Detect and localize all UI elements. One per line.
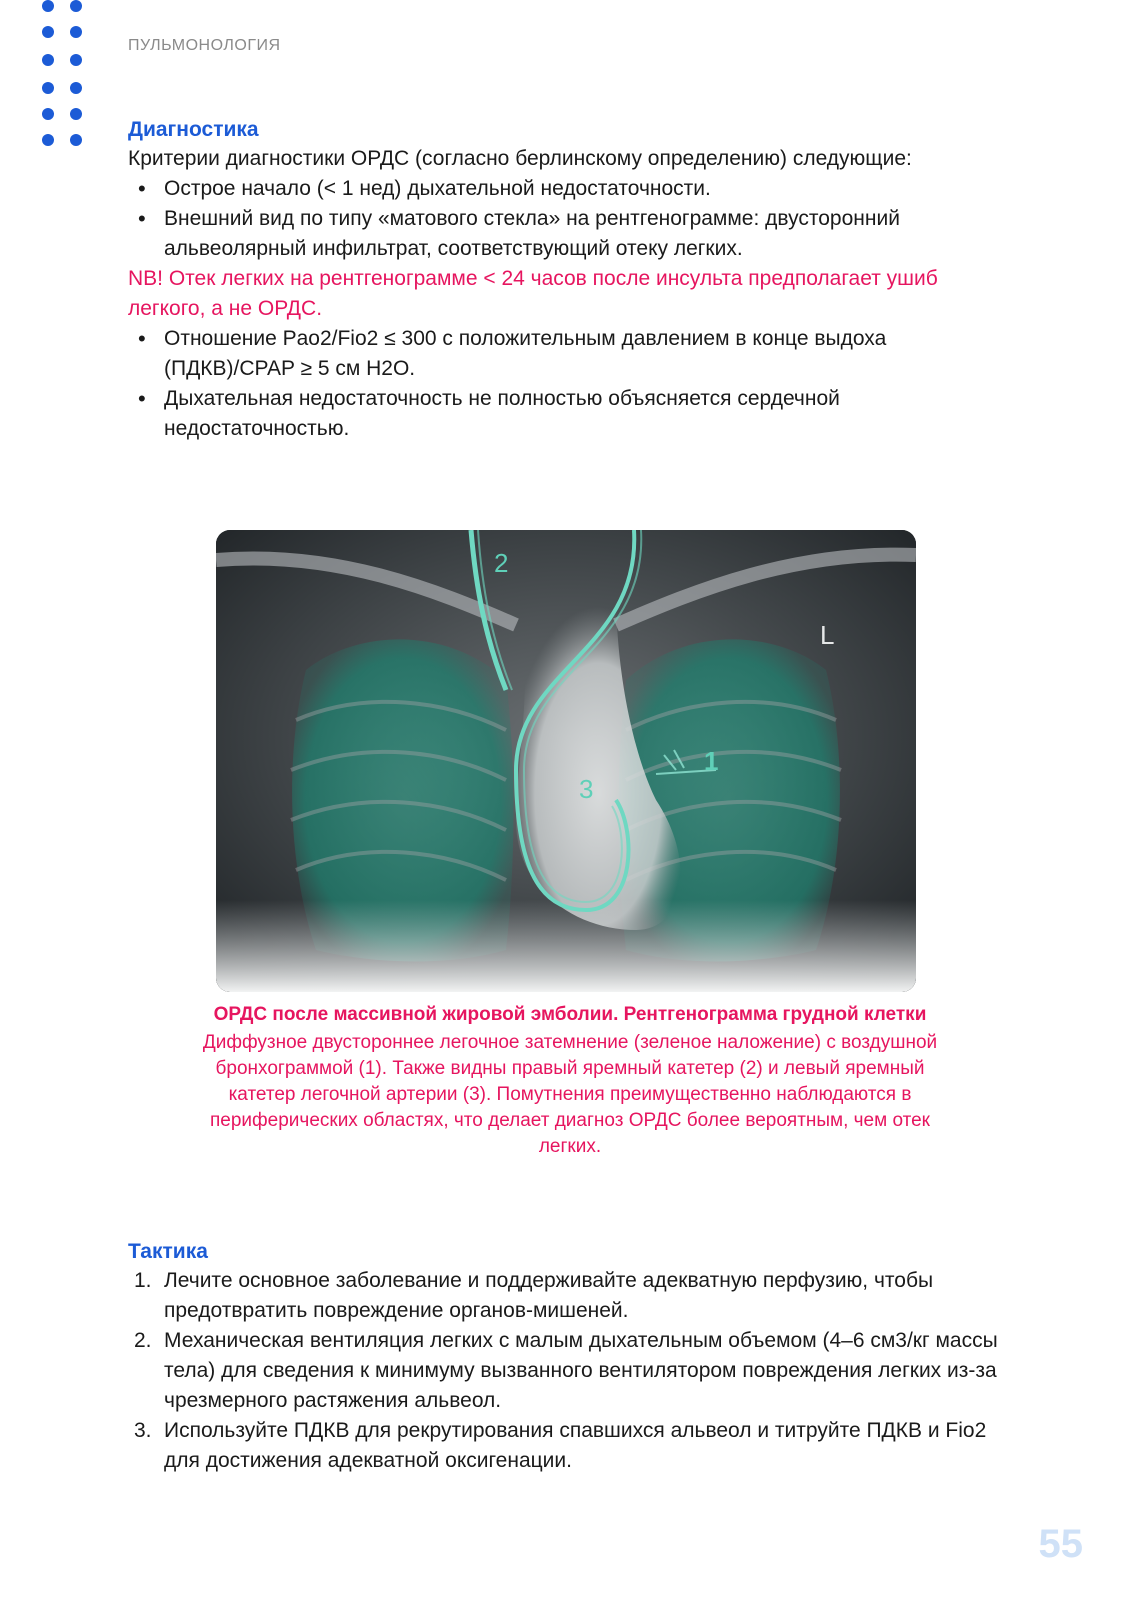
list-item: [128, 1326, 1008, 1416]
label-one: 1: [704, 746, 719, 776]
criteria-list-1: [128, 174, 1008, 264]
tactics-heading: Тактика: [128, 1240, 208, 1263]
dot-decoration: [42, 26, 54, 38]
list-text: Механическая вентиляция легких с малым дыхательным объемом (4–6 см3/кг массы тела) для сведения к минимуму вызванного вентилятором повреждения легких из-за чрезмерного растяжения альвеол.: [164, 1329, 998, 1412]
figure-caption: [200, 1002, 940, 1160]
dot-decoration: [42, 134, 54, 146]
dot-decoration: [70, 82, 82, 94]
page-number: 55: [1038, 1522, 1083, 1566]
list-item: [128, 1266, 1008, 1326]
label-side: L: [820, 620, 835, 650]
nb-note: NB! Отек легких на рентгенограмме < 24 часов после инсульта предполагает ушиб легкого, а не ОРДС.: [128, 267, 938, 320]
diagnostics-intro: Критерии диагностики ОРДС (согласно берлинскому определению) следующие:: [128, 147, 912, 170]
dot-decoration: [42, 108, 54, 120]
tactics-section: [128, 1238, 1008, 1476]
dot-decoration: [70, 54, 82, 66]
label-two: 2: [494, 548, 509, 578]
list-text: Используйте ПДКВ для рекрутирования спавшихся альвеол и титруйте ПДКВ и Fio2 для достижения адекватной оксигенации.: [164, 1419, 987, 1472]
label-three: 3: [579, 774, 594, 804]
diagnostics-heading: Диагностика: [128, 118, 259, 141]
tactics-list: [128, 1266, 1008, 1476]
list-item: • Острое начало (< 1 нед) дыхательной недостаточности.: [128, 174, 1008, 204]
list-number: 3.: [134, 1419, 152, 1442]
dot-decoration: [70, 134, 82, 146]
dot-decoration: [42, 82, 54, 94]
diagnostics-section: [128, 116, 1008, 444]
list-number: 1.: [134, 1269, 152, 1292]
list-text: Лечите основное заболевание и поддерживайте адекватную перфузию, чтобы предотвратить повреждение органов-мишеней.: [164, 1269, 934, 1322]
caption-title: ОРДС после массивной жировой эмболии. Рентгенограмма грудной клетки: [213, 1004, 927, 1025]
section-label: ПУЛЬМОНОЛОГИЯ: [128, 37, 281, 54]
dot-decoration: [70, 26, 82, 38]
xray-illustration: [216, 530, 916, 992]
criteria-list-2: [128, 324, 1008, 444]
caption-text: Диффузное двустороннее легочное затемнение (зеленое наложение) с воздушной бронхограммой (1). Также видны правый яремный катетер (2) и левый яремный катетер легочной артерии (3). Помутнения преимущественно наблюдаются в периферических областях, что делает диагноз ОРДС более вероятным, чем отек легких.: [202, 1032, 938, 1157]
dot-decoration: [70, 0, 82, 12]
dot-decoration: [70, 108, 82, 120]
dot-decoration: [42, 54, 54, 66]
dot-decoration: [42, 0, 54, 12]
list-item: • Дыхательная недостаточность не полностью объясняется сердечной недостаточностью.: [128, 384, 1008, 444]
list-item: • Отношение Pao2/Fio2 ≤ 300 с положительным давлением в конце выдоха (ПДКВ)/CPAP ≥ 5 см H2O.: [128, 324, 1008, 384]
list-item: [128, 1416, 1008, 1476]
list-item: • Внешний вид по типу «матового стекла» на рентгенограмме: двусторонний альвеолярный инфильтрат, соответствующий отеку легких.: [128, 204, 1008, 264]
decorative-dots: [38, 0, 90, 150]
list-number: 2.: [134, 1329, 152, 1352]
chest-xray-image: [216, 530, 916, 992]
